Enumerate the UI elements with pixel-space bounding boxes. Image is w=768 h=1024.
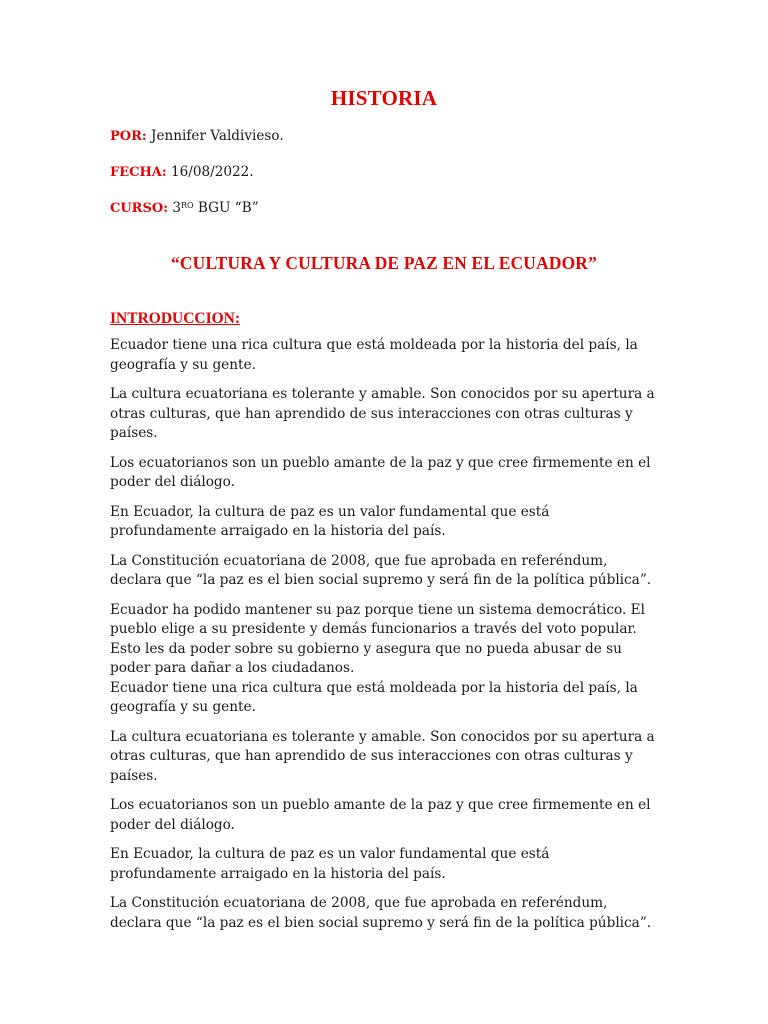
- section-heading-introduccion: INTRODUCCION:: [110, 310, 241, 327]
- author-value: Jennifer Valdivieso.: [151, 128, 284, 144]
- paragraph: Ecuador ha podido mantener su paz porque tiene un sistema democrático. El pueblo elige a su presidente y demás funcionarios a través del voto popular. Esto les da poder sobre su gobierno y asegura que no pueda abusar de su poder para dañar a los ciudadanos.: [110, 601, 645, 676]
- paragraph: La Constitución ecuatoriana de 2008, que fue aprobada en referéndum, declara que “la paz es el bien social supremo y será fin de la política pública”.: [110, 552, 652, 588]
- course-value-number: 3: [172, 200, 181, 216]
- date-label: FECHA:: [110, 165, 167, 180]
- document-title: HISTORIA: [330, 86, 438, 110]
- paragraph: Ecuador tiene una rica cultura que está moldeada por la historia del país, la geografía y su gente.: [110, 337, 638, 373]
- paragraph: La cultura ecuatoriana es tolerante y amable. Son conocidos por su apertura a otras culturas, que han aprendido de sus interacciones con otras culturas y países.: [110, 728, 655, 784]
- date-line: [110, 161, 658, 183]
- document-subtitle: “CULTURA Y CULTURA DE PAZ EN EL ECUADOR”: [171, 253, 597, 273]
- paragraph: Los ecuatorianos son un pueblo amante de la paz y que cree firmemente en el poder del diálogo.: [110, 797, 651, 833]
- paragraph: La Constitución ecuatoriana de 2008, que fue aprobada en referéndum, declara que “la paz es el bien social supremo y será fin de la política pública”.: [110, 895, 652, 931]
- course-value-ordinal: RO: [180, 201, 194, 210]
- author-line: [110, 125, 658, 147]
- course-line: [110, 197, 658, 219]
- paragraph: La cultura ecuatoriana es tolerante y amable. Son conocidos por su apertura a otras culturas, que han aprendido de sus interacciones con otras culturas y países.: [110, 386, 655, 441]
- paragraph: En Ecuador, la cultura de paz es un valor fundamental que está profundamente arraigado en la historia del país.: [110, 503, 550, 539]
- paragraph: Ecuador tiene una rica cultura que está moldeada por la historia del país, la geografía y su gente.: [110, 679, 638, 715]
- course-value: [172, 200, 258, 216]
- course-value-group: BGU “B”: [193, 200, 259, 216]
- paragraph: Los ecuatorianos son un pueblo amante de la paz y que cree firmemente en el poder del diálogo.: [110, 454, 651, 490]
- paragraph: En Ecuador, la cultura de paz es un valor fundamental que está profundamente arraigado en la historia del país.: [110, 846, 550, 882]
- course-label: CURSO:: [110, 201, 168, 216]
- date-value: 16/08/2022.: [170, 164, 254, 180]
- author-label: POR:: [110, 129, 147, 144]
